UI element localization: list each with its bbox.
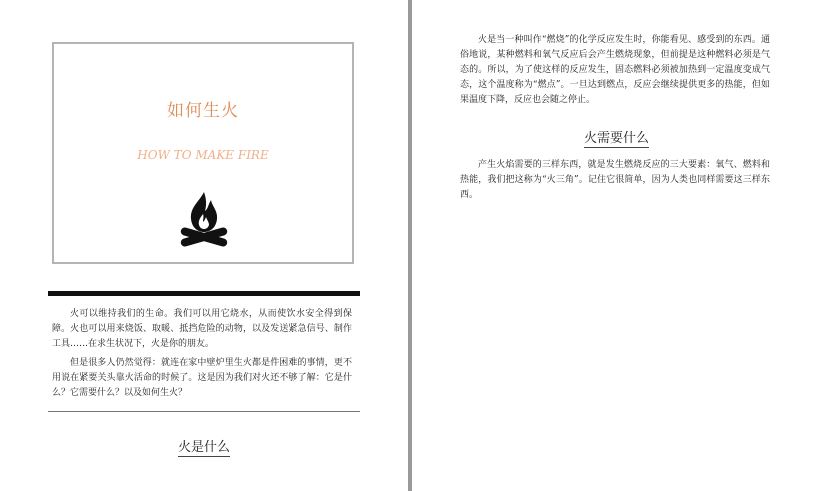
- paragraph: 火是当一种叫作“燃烧”的化学反应发生时，你能看见、感受到的东西。通俗地说，某种燃料和氧气反应后会产生燃烧现象，但前提是这种燃料必须是气态的。所以，为了使这样的反应发生，固态燃料必须被加热到一定温度变成气态，这个温度称为“燃点”。一旦达到燃点，反应会继续提供更多的热能，但如果温度下降，反应也会随之停止。: [460, 35, 770, 105]
- right-body-text-1: [460, 33, 770, 108]
- thin-rule: [48, 411, 360, 412]
- thick-rule: [48, 291, 360, 296]
- section-heading-text: 火需要什么: [583, 131, 649, 146]
- section-heading: [412, 127, 821, 146]
- section-heading: [0, 436, 408, 455]
- left-page: [0, 0, 408, 491]
- right-body-text-2: [460, 158, 770, 203]
- cover-title: 如何生火: [167, 101, 239, 121]
- cover-box: [52, 42, 354, 264]
- paragraph: 产生火焰需要的三样东西，就是发生燃烧反应的三大要素：氧气、燃料和热能，我们把这称为“火三角”。记住它很简单，因为人类也同样需要这三样东西。: [460, 160, 770, 200]
- left-body-text: [52, 307, 352, 405]
- campfire-icon: [179, 190, 229, 248]
- paragraph: 但是很多人仍然觉得：就连在家中壁炉里生火都是件困难的事情，更不用说在紧要关头靠火活命的时候了。这是因为我们对火还不够了解：它是什么？它需要什么？以及如何生火？: [52, 358, 352, 398]
- paragraph: 火可以维持我们的生命。我们可以用它烧水，从而使饮水安全得到保障。火也可以用来烧饭、取暖、抵挡危险的动物，以及发送紧急信号、制作工具……在求生状况下，火是你的朋友。: [52, 309, 352, 349]
- section-heading-text: 火是什么: [177, 440, 230, 455]
- cover-subtitle: HOW TO MAKE FIRE: [137, 148, 269, 162]
